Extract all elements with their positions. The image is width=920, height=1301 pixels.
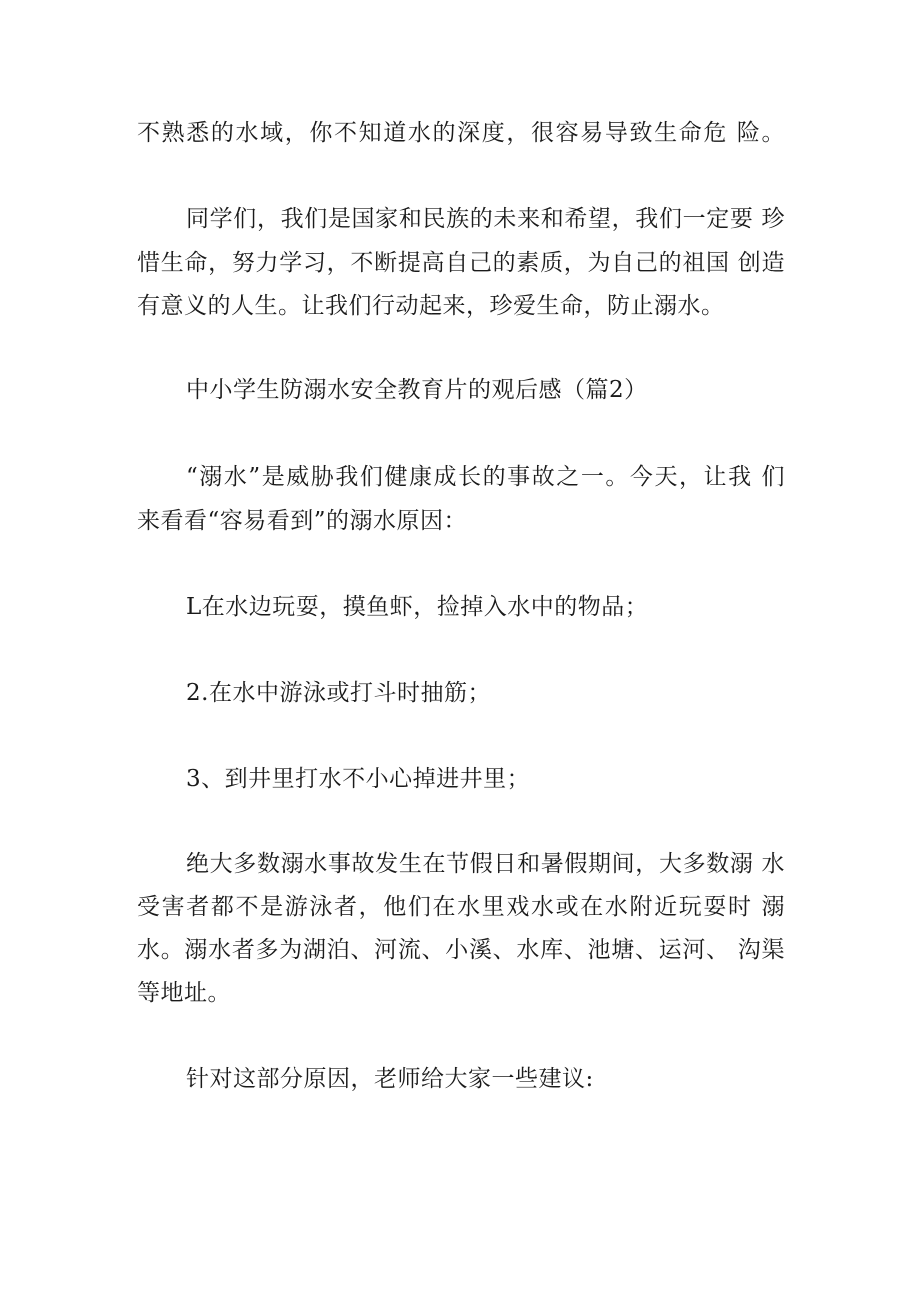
section-heading: 中小学生防溺水安全教育片的观后感（篇2） [186, 377, 648, 403]
paragraph-4-line-4: 等地址。 [137, 980, 231, 1006]
paragraph-2-line-3: 有意义的人生。让我们行动起来，珍爱生命，防止溺水。 [137, 293, 725, 319]
paragraph-4-line-1: 绝大多数溺水事故发生在节假日和暑假期间，大多数溺 水 [186, 851, 785, 877]
paragraph-4-line-3: 水。溺水者多为湖泊、河流、小溪、水库、池塘、运河、 沟渠 [137, 937, 785, 963]
paragraph-4-line-2: 受害者都不是游泳者，他们在水里戏水或在水附近玩耍时 溺 [137, 894, 785, 920]
paragraph-2-line-2: 惜生命，努力学习，不断提高自己的素质，为自己的祖国 创造 [137, 250, 785, 276]
paragraph-3-line-1: “溺水”是威胁我们健康成长的事故之一。今天，让我 们 [186, 464, 785, 490]
paragraph-5-line-1: 针对这部分原因，老师给大家一些建议: [186, 1066, 594, 1092]
list-item-3: 3、到井里打水不小心掉进井里； [186, 766, 531, 792]
paragraph-2-line-1: 同学们，我们是国家和民族的未来和希望，我们一定要 珍 [186, 206, 785, 232]
list-item-2: 2.在水中游泳或打斗时抽筋； [186, 680, 491, 706]
list-item-1: L在水边玩耍，摸鱼虾，捡掉入水中的物品； [186, 594, 649, 620]
paragraph-3-line-2: 来看看“容易看到”的溺水原因： [137, 508, 468, 534]
paragraph-1-line-1: 不熟悉的水域，你不知道水的深度，很容易导致生命危 险。 [137, 120, 785, 146]
